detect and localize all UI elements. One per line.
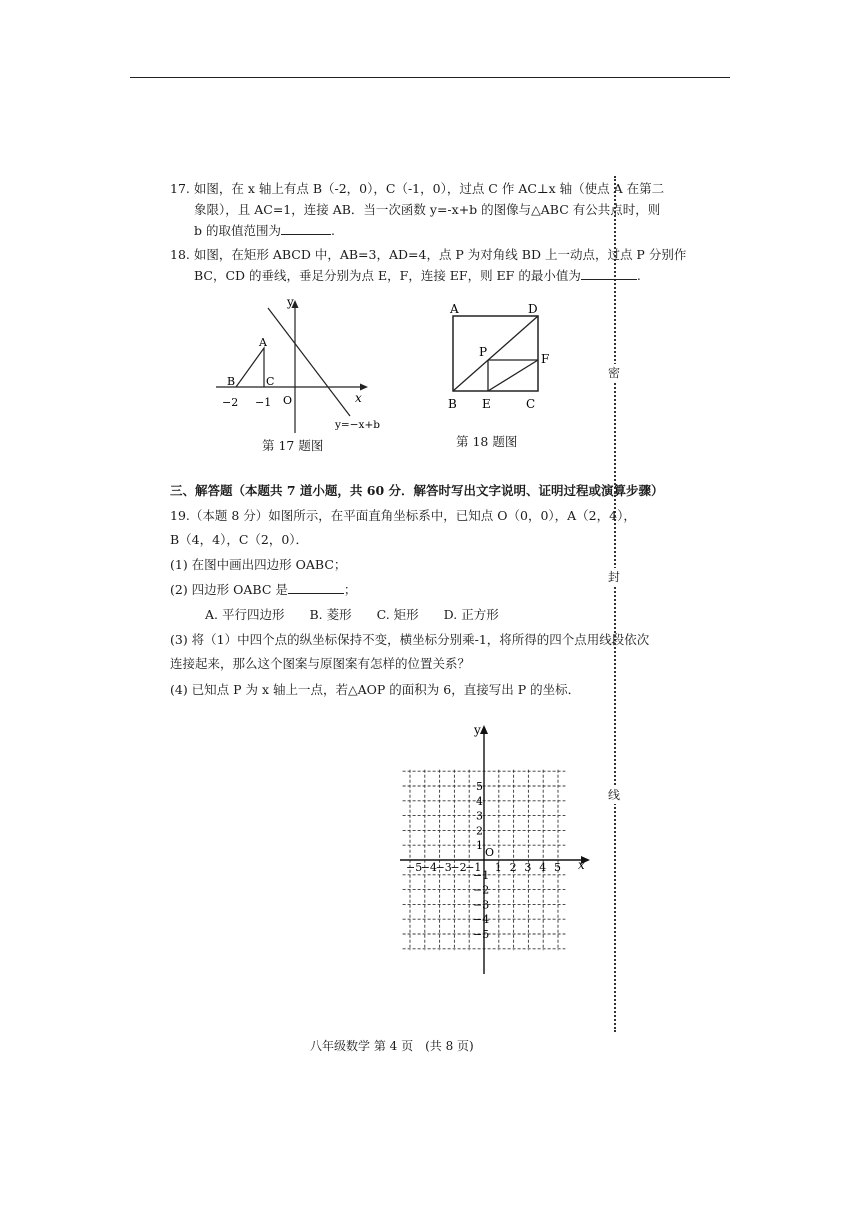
grid-y-tick-label: 1 bbox=[476, 839, 483, 853]
grid-x-tick-label: −5 bbox=[406, 861, 423, 874]
fig18-caption: 第 18 题图 bbox=[456, 434, 518, 449]
side-mark-xian: 线 bbox=[608, 788, 621, 802]
fig18-diagonal-bd bbox=[453, 316, 538, 391]
q17-line-3 bbox=[194, 221, 335, 241]
figure-17 bbox=[208, 290, 388, 455]
grid-y-tick-label: 5 bbox=[476, 780, 483, 793]
grid-x-tick-label: −4 bbox=[420, 861, 438, 874]
q19-line-1: 19.（本题 8 分）如图所示，在平面直角坐标系中，已知点 O（0，0），A（2，4）， bbox=[170, 508, 636, 523]
grid-x-tick-label: 4 bbox=[539, 861, 547, 874]
fig17-tick-neg1: −1 bbox=[255, 396, 272, 409]
fig17-line-label: y=−x+b bbox=[335, 419, 380, 431]
header-rule bbox=[130, 77, 730, 78]
q18-line-2 bbox=[194, 266, 641, 286]
q17-line-3-end: . bbox=[330, 223, 335, 238]
q17-line-2: 象限），且 AC=1，连接 AB．当一次函数 y=-x+b 的图像与△ABC 有公共点时，则 bbox=[194, 202, 661, 217]
fig17-x-label: x bbox=[355, 391, 362, 405]
fig18-label-p: P bbox=[479, 345, 488, 359]
grid-y-tick-label: 2 bbox=[476, 824, 483, 838]
q18-line-1: 18. 如图，在矩形 ABCD 中，AB=3，AD=4，点 P 为对角线 BD 上一动点，过点 P 分别作 bbox=[170, 247, 687, 262]
q17-line-1: 17. 如图，在 x 轴上有点 B（-2，0），C（-1，0），过点 C 作 AC⊥x 轴（使点 A 在第二 bbox=[170, 181, 665, 196]
fig18-label-e: E bbox=[482, 397, 491, 411]
q18-line-2-text: BC，CD 的垂线，垂足分别为点 E，F，连接 EF，则 EF 的最小值为 bbox=[194, 268, 581, 283]
grid-y-tick-label: −1 bbox=[473, 868, 490, 882]
binding-line bbox=[614, 176, 616, 1032]
grid-y-label: y bbox=[474, 723, 481, 737]
q19-part-3-line-1: (3) 将（1）中四个点的纵坐标保持不变，横坐标分别乘-1，将所得的四个点用线段依次 bbox=[170, 632, 650, 647]
fig17-x-arrow-icon bbox=[360, 384, 368, 391]
fig17-tick-neg2: −2 bbox=[222, 396, 239, 409]
q19-part-1: (1) 在图中画出四边形 OABC； bbox=[170, 557, 347, 572]
grid-y-arrow-icon bbox=[480, 725, 488, 734]
fig18-label-a: A bbox=[450, 302, 459, 316]
q19-options: A. 平行四边形 B. 菱形 C. 矩形 D. 正方形 bbox=[205, 607, 499, 622]
side-mark-feng: 封 bbox=[608, 570, 621, 584]
fig17-point-b: B bbox=[227, 375, 236, 388]
fig17-point-a: A bbox=[259, 336, 267, 349]
q19-line-2: B（4，4），C（2，0）． bbox=[170, 532, 309, 547]
q17-answer-blank[interactable] bbox=[281, 234, 331, 235]
grid-y-tick-label: −5 bbox=[473, 928, 490, 941]
grid-x-label: x bbox=[578, 858, 585, 872]
grid-x-tick-label: −1 bbox=[465, 861, 482, 874]
fig18-label-f: F bbox=[541, 352, 550, 366]
grid-y-tick-label: −3 bbox=[473, 898, 490, 912]
grid-x-tick-label: 3 bbox=[524, 861, 532, 874]
fig17-y-label: y bbox=[287, 295, 294, 309]
q18-answer-blank[interactable] bbox=[581, 279, 637, 280]
grid-x-tick-label: 5 bbox=[554, 861, 561, 874]
q19-part-2 bbox=[170, 580, 356, 600]
grid-x-tick-label: −3 bbox=[435, 861, 452, 874]
q19-part-3-line-2: 连接起来，那么这个图案与原图案有怎样的位置关系？ bbox=[170, 656, 471, 671]
q17-line-3-text: b 的取值范围为 bbox=[194, 223, 281, 238]
grid-origin: O bbox=[485, 846, 495, 859]
fig18-label-d: D bbox=[528, 302, 538, 316]
grid-y-tick-label: 4 bbox=[476, 794, 483, 808]
page-footer: 八年级数学 第 4 页 (共 8 页) bbox=[310, 1039, 474, 1053]
coordinate-grid[interactable] bbox=[398, 722, 598, 977]
grid-x-tick-label: 2 bbox=[509, 861, 517, 874]
q19-part-2-blank[interactable] bbox=[288, 593, 344, 594]
fig17-caption: 第 17 题图 bbox=[262, 438, 324, 453]
section-3-heading: 三、解答题（本题共 7 道小题，共 60 分．解答时写出文字说明、证明过程或演算步骤） bbox=[170, 483, 664, 498]
grid-y-tick-label: −2 bbox=[473, 883, 490, 897]
fig17-line bbox=[268, 308, 350, 416]
fig17-point-c: C bbox=[266, 375, 275, 388]
fig18-label-c: C bbox=[526, 397, 536, 411]
q18-line-2-end: . bbox=[636, 268, 641, 283]
grid-y-tick-label: −4 bbox=[473, 913, 490, 927]
q19-part-4: (4) 已知点 P 为 x 轴上一点，若△AOP 的面积为 6，直接写出 P 的坐标． bbox=[170, 682, 581, 697]
grid-x-tick-label: −2 bbox=[450, 861, 467, 874]
fig18-label-b: B bbox=[448, 397, 457, 411]
grid-y-tick-label: 3 bbox=[476, 809, 483, 823]
q19-part-2-text: (2) 四边形 OABC 是 bbox=[170, 582, 288, 597]
figure-18 bbox=[440, 296, 555, 418]
fig17-origin: O bbox=[283, 394, 293, 407]
side-mark-mi: 密 bbox=[608, 366, 621, 380]
fig18-segment-ef bbox=[488, 360, 538, 391]
grid-x-tick-label: 1 bbox=[494, 861, 502, 874]
q19-part-2-end: ； bbox=[343, 582, 357, 597]
fig17-triangle-abc bbox=[236, 348, 264, 387]
